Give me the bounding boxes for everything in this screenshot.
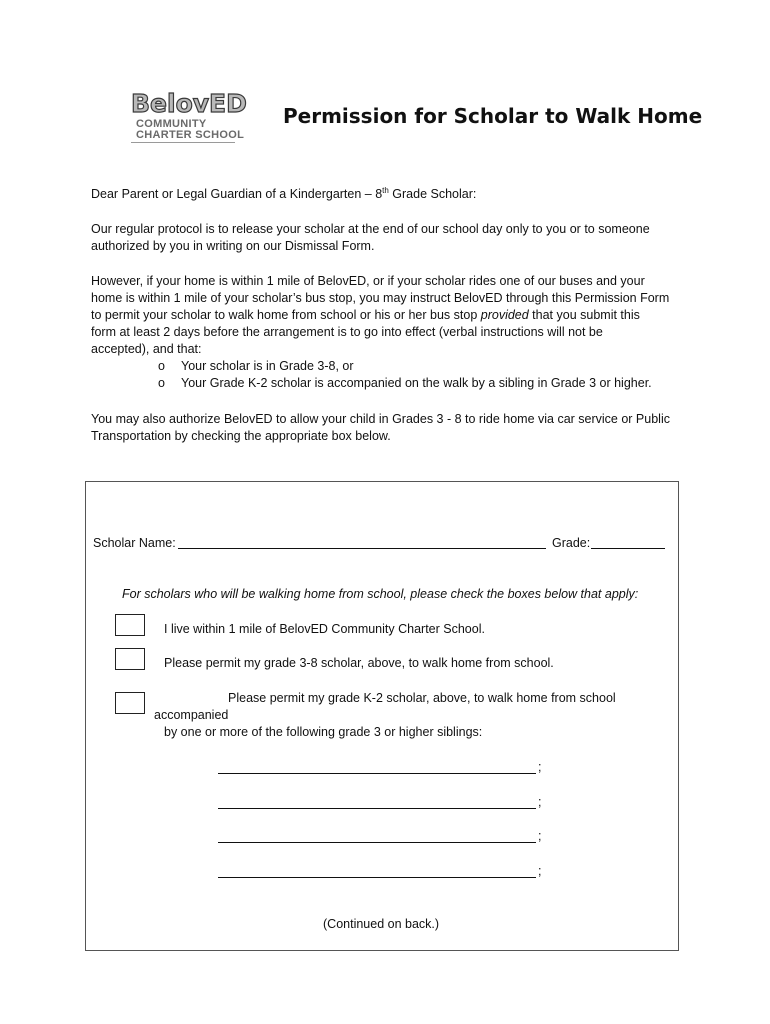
paragraph-3-line-2: Transportation by checking the appropriate box below. — [91, 429, 391, 443]
paragraph-2-line-3-start: to permit your scholar to walk home from school or his or her bus stop — [91, 308, 481, 322]
paragraph-2-line-4: form at least 2 days before the arrangement is to go into effect (verbal instructions will not be — [91, 325, 603, 339]
checkbox-within-one-mile[interactable] — [115, 614, 145, 636]
school-logo: BelovED — [131, 89, 247, 118]
scholar-name-field[interactable] — [178, 548, 546, 549]
walking-instruction: For scholars who will be walking home from school, please check the boxes below that apply: — [122, 587, 639, 601]
bullet-text-1: Your scholar is in Grade 3-8, or — [181, 359, 354, 373]
checkbox-grade-k2-accompanied[interactable] — [115, 692, 145, 714]
grade-field[interactable] — [591, 548, 665, 549]
paragraph-2-line-2: home is within 1 mile of your scholar’s bus stop, you may instruct BelovED through this Permission Form — [91, 291, 670, 305]
scholar-name-label: Scholar Name: — [93, 536, 176, 550]
paragraph-1-line-1: Our regular protocol is to release your scholar at the end of our school day only to you or to someone — [91, 222, 650, 236]
bullet-marker-2: o — [158, 376, 165, 390]
paragraph-2-line-5: accepted), and that: — [91, 342, 202, 356]
option-grade-k2-label-line-3: by one or more of the following grade 3 or higher siblings: — [164, 725, 483, 739]
option-within-one-mile-label: I live within 1 mile of BelovED Community Charter School. — [164, 622, 485, 636]
bullet-text-2: Your Grade K-2 scholar is accompanied on the walk by a sibling in Grade 3 or higher. — [181, 376, 652, 390]
sibling-field-2[interactable] — [218, 808, 536, 809]
sibling-field-1-semicolon: ; — [538, 760, 542, 774]
sibling-field-2-semicolon: ; — [538, 795, 542, 809]
option-grade-k2-label-line-2: accompanied — [154, 708, 229, 722]
emphasis-provided: provided — [480, 308, 529, 322]
grade-label: Grade: — [552, 536, 591, 550]
continued-on-back: (Continued on back.) — [323, 917, 440, 931]
option-grade-3-8-label: Please permit my grade 3-8 scholar, above, to walk home from school. — [164, 656, 554, 670]
salutation — [91, 186, 691, 203]
sibling-field-1[interactable] — [218, 773, 536, 774]
logo-underline — [131, 142, 235, 143]
salutation-text-end: Grade Scholar: — [388, 187, 477, 201]
logo-line-charter-school: CHARTER SCHOOL — [136, 129, 245, 141]
sibling-field-4[interactable] — [218, 877, 536, 878]
salutation-superscript: th — [382, 186, 389, 195]
sibling-field-4-semicolon: ; — [538, 864, 542, 878]
sibling-field-3-semicolon: ; — [538, 829, 542, 843]
paragraph-1-line-2: authorized by you in writing on our Dismissal Form. — [91, 239, 375, 253]
paragraph-3-line-1: You may also authorize BelovED to allow your child in Grades 3 - 8 to ride home via car service or Public — [91, 412, 670, 426]
bullet-marker-1: o — [158, 359, 165, 373]
sibling-field-3[interactable] — [218, 842, 536, 843]
logo-line-community: COMMUNITY — [136, 118, 207, 130]
paragraph-2-line-3-end: that you submit this — [528, 308, 640, 322]
checkbox-grade-3-8-walk[interactable] — [115, 648, 145, 670]
paragraph-2-line-3 — [91, 307, 691, 324]
paragraph-2-line-1: However, if your home is within 1 mile of BelovED, or if your scholar rides one of our buses and your — [91, 274, 645, 288]
option-grade-k2-label-line-1: Please permit my grade K-2 scholar, above, to walk home from school — [228, 691, 616, 705]
salutation-text: Dear Parent or Legal Guardian of a Kindergarten – 8 — [91, 187, 383, 201]
page-title: Permission for Scholar to Walk Home — [283, 104, 703, 128]
